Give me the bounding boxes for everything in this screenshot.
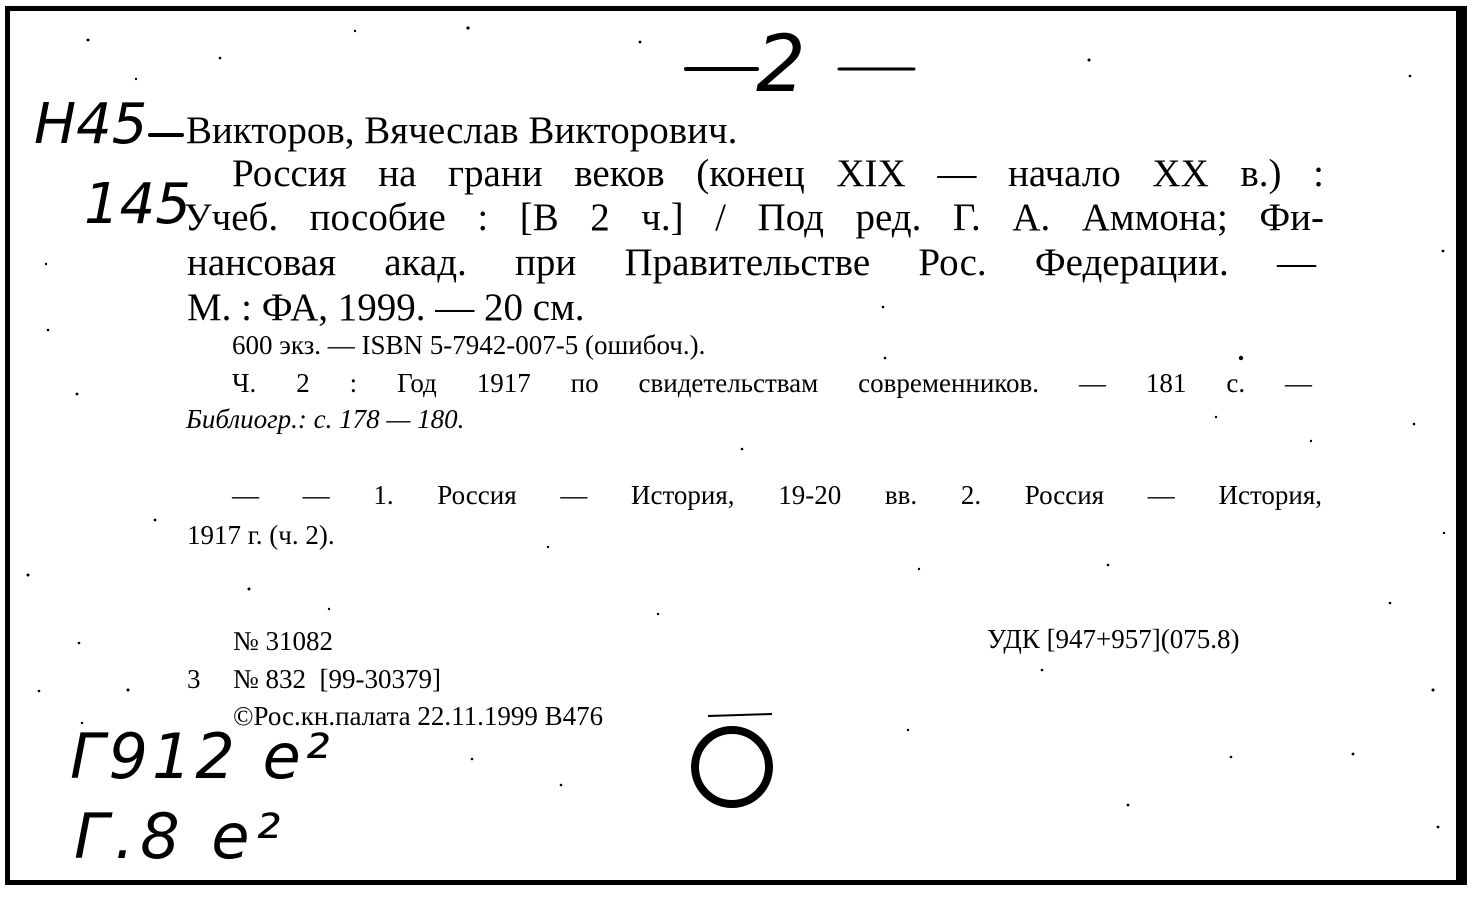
card-number: № 31082 <box>233 626 334 656</box>
book-chamber-stamp: ©Рос.кн.палата 22.11.1999 В476 <box>233 701 604 731</box>
title-line-1: Россия на грани веков (конец XIX — начало XX в.) : <box>232 152 1324 195</box>
udk-code: УДК [947+957](075.8) <box>987 624 1240 654</box>
part-line-2: Библиогр.: с. 178 — 180. <box>186 404 465 434</box>
handwritten-note-1: Г912 е² <box>70 720 334 793</box>
edition-info: 600 экз. — ISBN 5-7942-007-5 (ошибоч.). <box>232 330 706 360</box>
title-line-2: Учеб. пособие : [В 2 ч.] / Под ред. Г. А. Аммона; Фи- <box>184 196 1324 239</box>
part-line-1: Ч. 2 : Год 1917 по свидетельствам современников. — 181 с. — <box>232 368 1312 398</box>
subjects-line-2: 1917 г. (ч. 2). <box>187 520 335 550</box>
title-line-4: М. : ФА, 1999. — 20 см. <box>187 286 585 329</box>
record-number: № 832 [99-30379] <box>233 664 441 694</box>
handwritten-note-2: Г.8 е² <box>74 800 287 873</box>
subjects-line-1: — — 1. Россия — История, 19-20 вв. 2. Россия — История, <box>232 480 1322 510</box>
author-heading: Викторов, Вячеслав Викторович. <box>186 109 738 152</box>
title-line-3: нансовая акад. при Правительстве Рос. Федерации. — <box>187 241 1316 284</box>
handwritten-call-number-1: Н45 <box>34 92 148 157</box>
handwritten-page-number: 2 <box>756 20 806 110</box>
handwritten-call-number-2: 145 <box>84 172 191 237</box>
record-prefix: 3 <box>187 664 201 694</box>
